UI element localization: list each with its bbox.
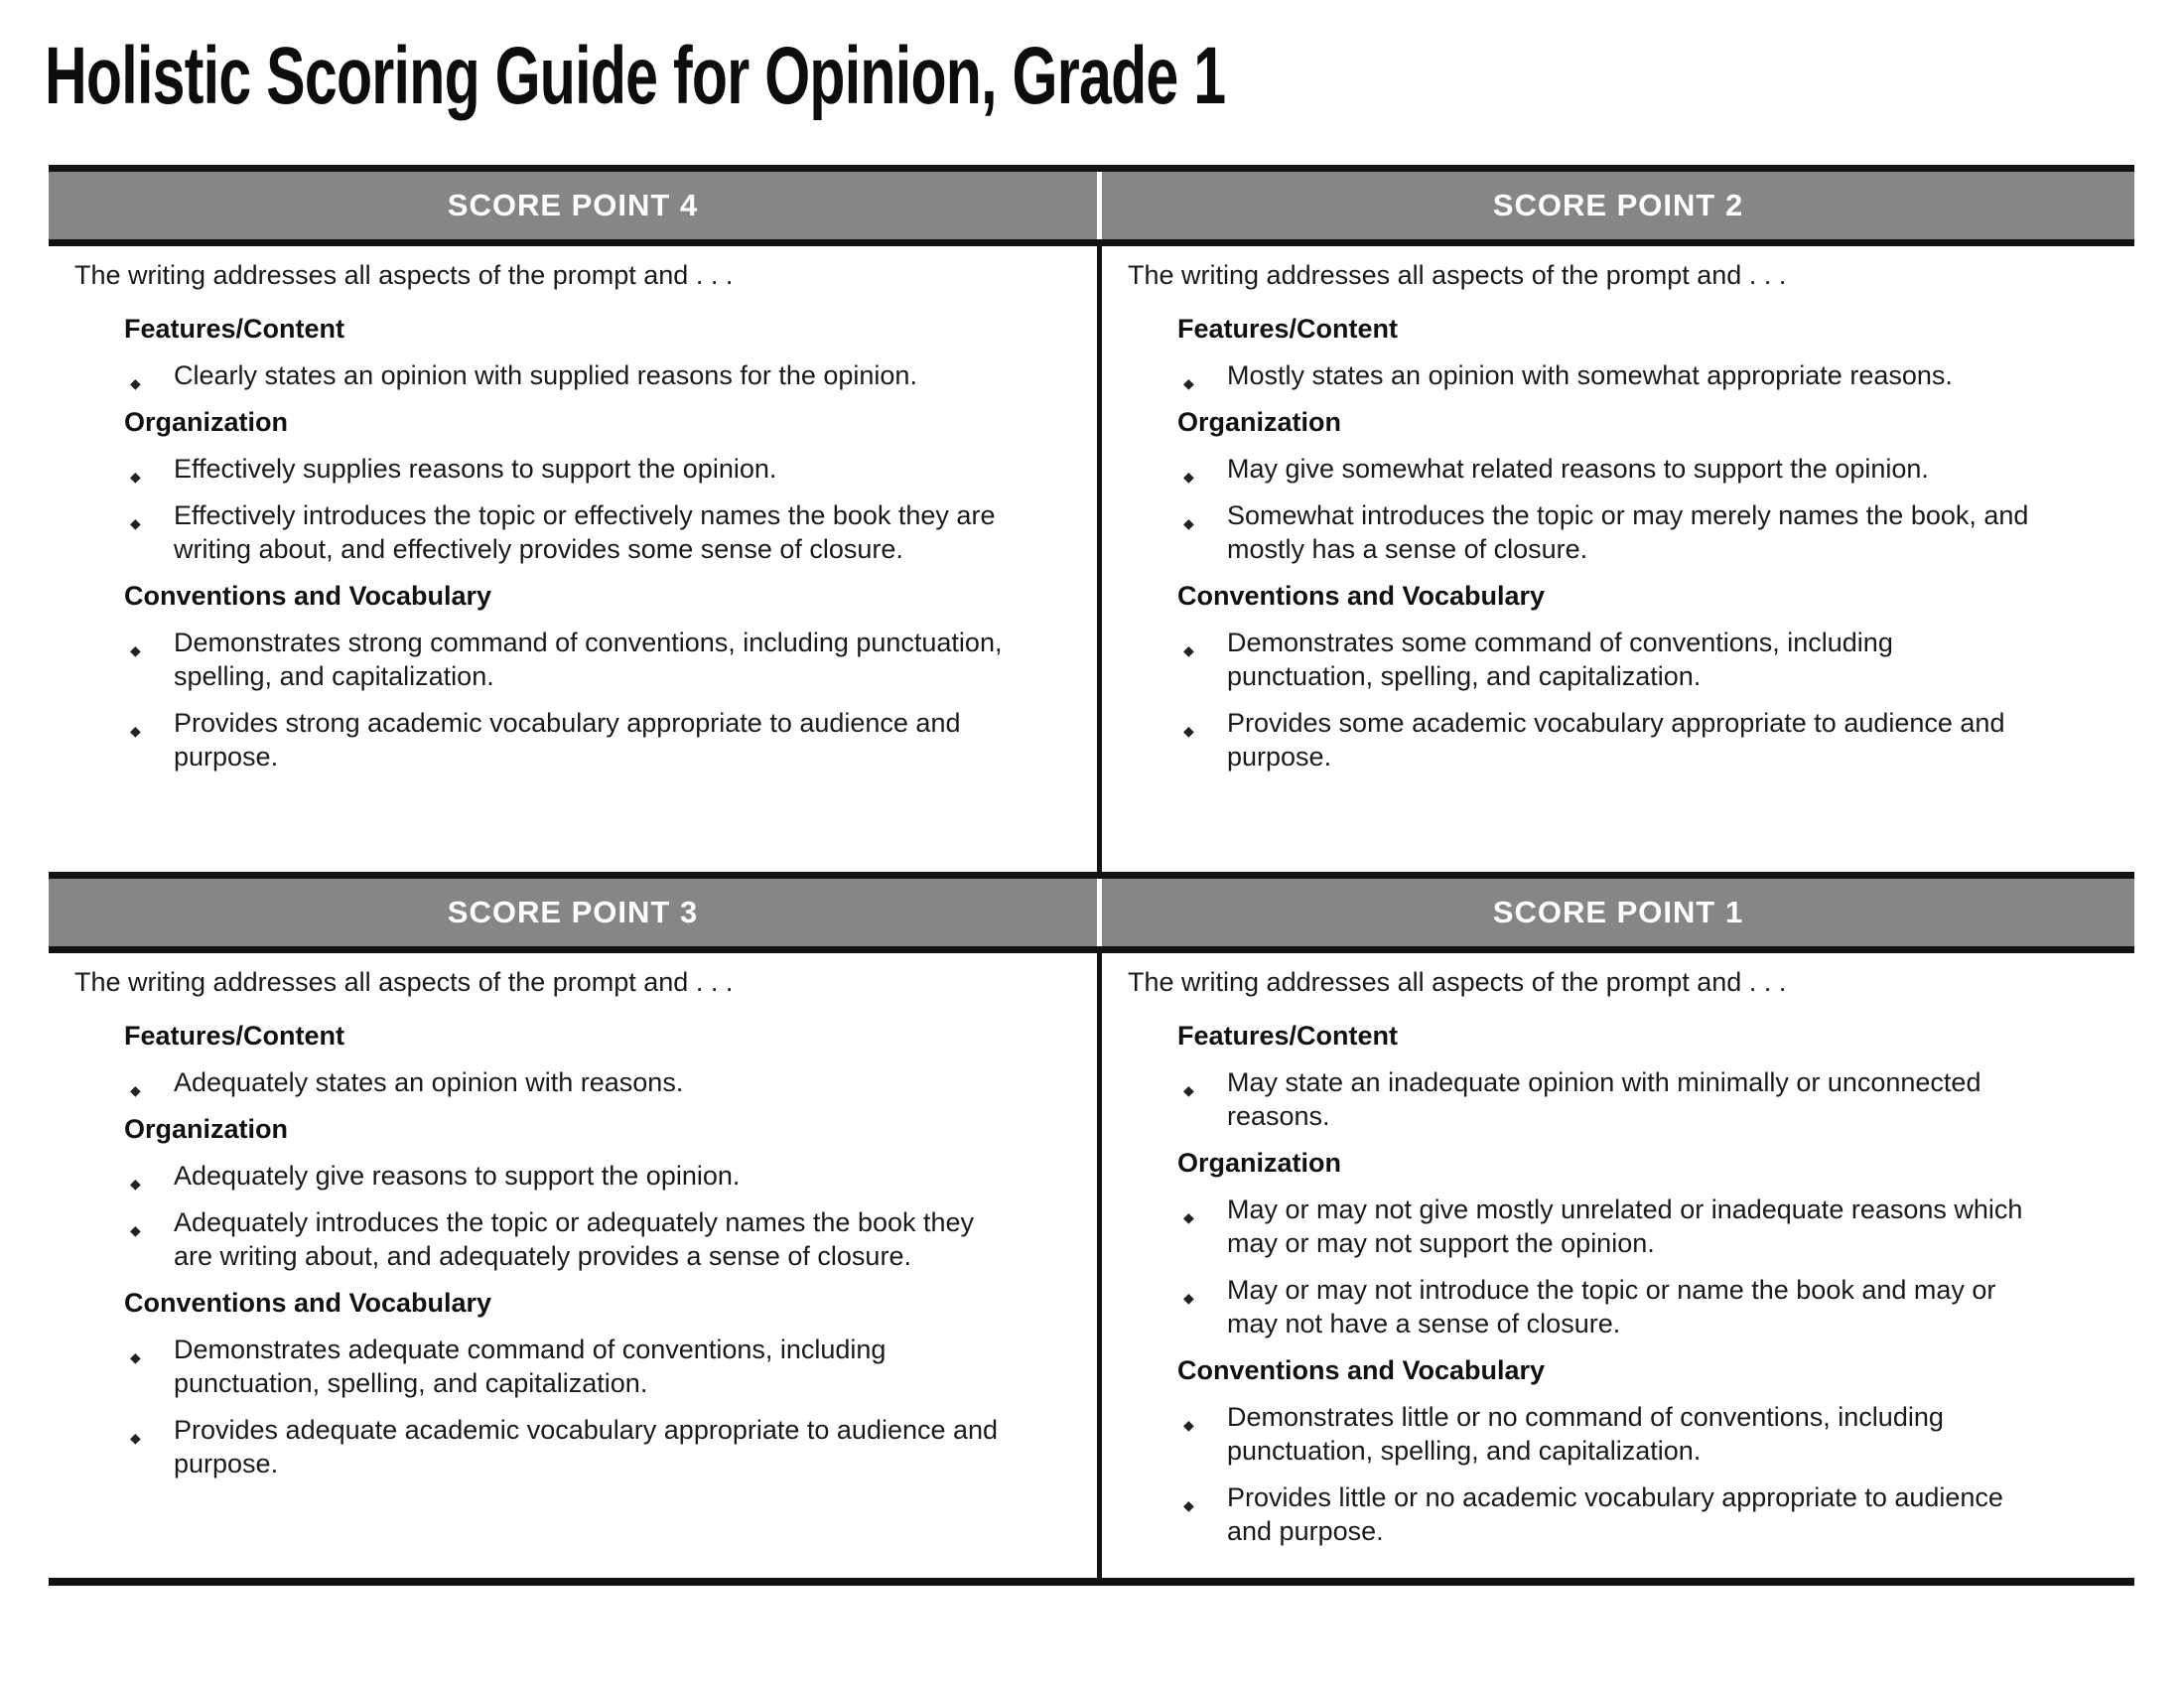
bullet-text: Effectively supplies reasons to support the opinion. — [174, 454, 777, 484]
content-row-top — [49, 246, 2134, 872]
bullet-text: Mostly states an opinion with somewhat appropriate reasons. — [1227, 360, 1953, 390]
bullet-text: Effectively introduces the topic or effectively names the book they are writing about, and effectively provides some sense of closure. — [174, 500, 996, 564]
cell-intro: The writing addresses all aspects of the prompt and . . . — [74, 260, 734, 290]
section-heading: Conventions and Vocabulary — [1177, 1355, 1546, 1385]
bullet-text: Adequately introduces the topic or adequately names the book they are writing about, and adequately provides a sense of closure. — [174, 1207, 975, 1271]
bullet-icon: ◆ — [1183, 1209, 1194, 1225]
bullet-icon: ◆ — [1183, 642, 1194, 658]
section-heading: Features/Content — [124, 1021, 345, 1051]
bullet-text: Adequately states an opinion with reasons. — [174, 1067, 684, 1097]
bullet-text: Provides adequate academic vocabulary appropriate to audience and purpose. — [174, 1415, 999, 1478]
bullet-icon: ◆ — [130, 1349, 141, 1365]
bullet-icon: ◆ — [1183, 1290, 1194, 1306]
bullet-icon: ◆ — [1183, 515, 1194, 531]
header-score-point-2: SCORE POINT 2 — [1492, 188, 1744, 222]
cell-score-point-4 — [49, 246, 1097, 872]
bullet-item — [1102, 452, 2134, 486]
bullet-item — [49, 1205, 1097, 1273]
bullet-item — [49, 1413, 1097, 1480]
bullet-item — [49, 626, 1097, 693]
bullet-icon: ◆ — [1183, 1417, 1194, 1433]
section-heading: Features/Content — [1177, 314, 1399, 344]
bullet-text: Demonstrates some command of conventions, including punctuation, spelling, and capitalization. — [1227, 628, 1893, 691]
bullet-icon: ◆ — [130, 723, 141, 739]
bullet-text: Provides little or no academic vocabulary appropriate to audience and purpose. — [1227, 1482, 2003, 1546]
bullet-item — [1102, 1273, 2134, 1340]
header-row-bottom — [49, 872, 2134, 953]
section-heading: Organization — [124, 407, 289, 437]
cell-intro: The writing addresses all aspects of the prompt and . . . — [1128, 260, 1787, 290]
bullet-item — [1102, 1400, 2134, 1468]
cell-intro: The writing addresses all aspects of the prompt and . . . — [1128, 967, 1787, 997]
bullet-item — [49, 498, 1097, 566]
bullet-item — [49, 1065, 1097, 1099]
header-row-top — [49, 165, 2134, 246]
bullet-icon: ◆ — [1183, 469, 1194, 485]
bullet-item — [1102, 358, 2134, 392]
bullet-text: Clearly states an opinion with supplied reasons for the opinion. — [174, 360, 917, 390]
bullet-text: Demonstrates little or no command of conventions, including punctuation, spelling, and capitalization. — [1227, 1402, 1944, 1466]
bullet-text: Adequately give reasons to support the opinion. — [174, 1161, 741, 1191]
bullet-icon: ◆ — [130, 1176, 141, 1192]
bullet-item — [49, 1159, 1097, 1193]
section-heading: Organization — [1177, 407, 1342, 437]
bullet-icon: ◆ — [130, 515, 141, 531]
cell-score-point-1 — [1102, 953, 2134, 1578]
bullet-item — [1102, 1480, 2134, 1548]
bullet-icon: ◆ — [130, 375, 141, 391]
header-score-point-1: SCORE POINT 1 — [1492, 895, 1744, 929]
section-heading: Features/Content — [1177, 1021, 1399, 1051]
bullet-icon: ◆ — [130, 1222, 141, 1238]
header-score-point-4: SCORE POINT 4 — [447, 188, 699, 222]
content-row-bottom — [49, 953, 2134, 1578]
table-bottom-border — [49, 1578, 2134, 1586]
bullet-item — [49, 706, 1097, 774]
bullet-item — [49, 452, 1097, 486]
bullet-icon: ◆ — [130, 642, 141, 658]
bullet-icon: ◆ — [1183, 723, 1194, 739]
bullet-icon: ◆ — [1183, 375, 1194, 391]
section-heading: Organization — [1177, 1148, 1342, 1178]
bullet-text: May state an inadequate opinion with minimally or unconnected reasons. — [1227, 1067, 1981, 1131]
bullet-icon: ◆ — [130, 1082, 141, 1098]
bullet-item — [49, 1333, 1097, 1400]
cell-score-point-2 — [1102, 246, 2134, 872]
bullet-icon: ◆ — [1183, 1082, 1194, 1098]
bullet-text: Demonstrates strong command of conventions, including punctuation, spelling, and capitalization. — [174, 628, 1003, 691]
bullet-item — [49, 358, 1097, 392]
section-heading: Features/Content — [124, 314, 345, 344]
bullet-icon: ◆ — [130, 1430, 141, 1446]
bullet-text: May or may not give mostly unrelated or inadequate reasons which may or may not support the opinion. — [1227, 1195, 2023, 1258]
bullet-text: May give somewhat related reasons to support the opinion. — [1227, 454, 1929, 484]
rubric-table — [49, 165, 2134, 1586]
page-title: Holistic Scoring Guide for Opinion, Grade 1 — [45, 31, 1226, 121]
bullet-item — [1102, 1065, 2134, 1133]
bullet-item — [1102, 498, 2134, 566]
cell-score-point-3 — [49, 953, 1097, 1578]
bullet-text: May or may not introduce the topic or name the book and may or may not have a sense of closure. — [1227, 1275, 1996, 1338]
bullet-text: Provides strong academic vocabulary appropriate to audience and purpose. — [174, 708, 961, 772]
section-heading: Conventions and Vocabulary — [124, 581, 492, 611]
cell-intro: The writing addresses all aspects of the prompt and . . . — [74, 967, 734, 997]
bullet-item — [1102, 626, 2134, 693]
section-heading: Conventions and Vocabulary — [124, 1288, 492, 1318]
bullet-text: Somewhat introduces the topic or may merely names the book, and mostly has a sense of closure. — [1227, 500, 2029, 564]
section-heading: Organization — [124, 1114, 289, 1144]
bullet-text: Demonstrates adequate command of conventions, including punctuation, spelling, and capitalization. — [174, 1335, 887, 1398]
section-heading: Conventions and Vocabulary — [1177, 581, 1546, 611]
header-score-point-3: SCORE POINT 3 — [447, 895, 699, 929]
bullet-item — [1102, 1193, 2134, 1260]
bullet-icon: ◆ — [130, 469, 141, 485]
bullet-icon: ◆ — [1183, 1497, 1194, 1513]
bullet-text: Provides some academic vocabulary appropriate to audience and purpose. — [1227, 708, 2005, 772]
bullet-item — [1102, 706, 2134, 774]
